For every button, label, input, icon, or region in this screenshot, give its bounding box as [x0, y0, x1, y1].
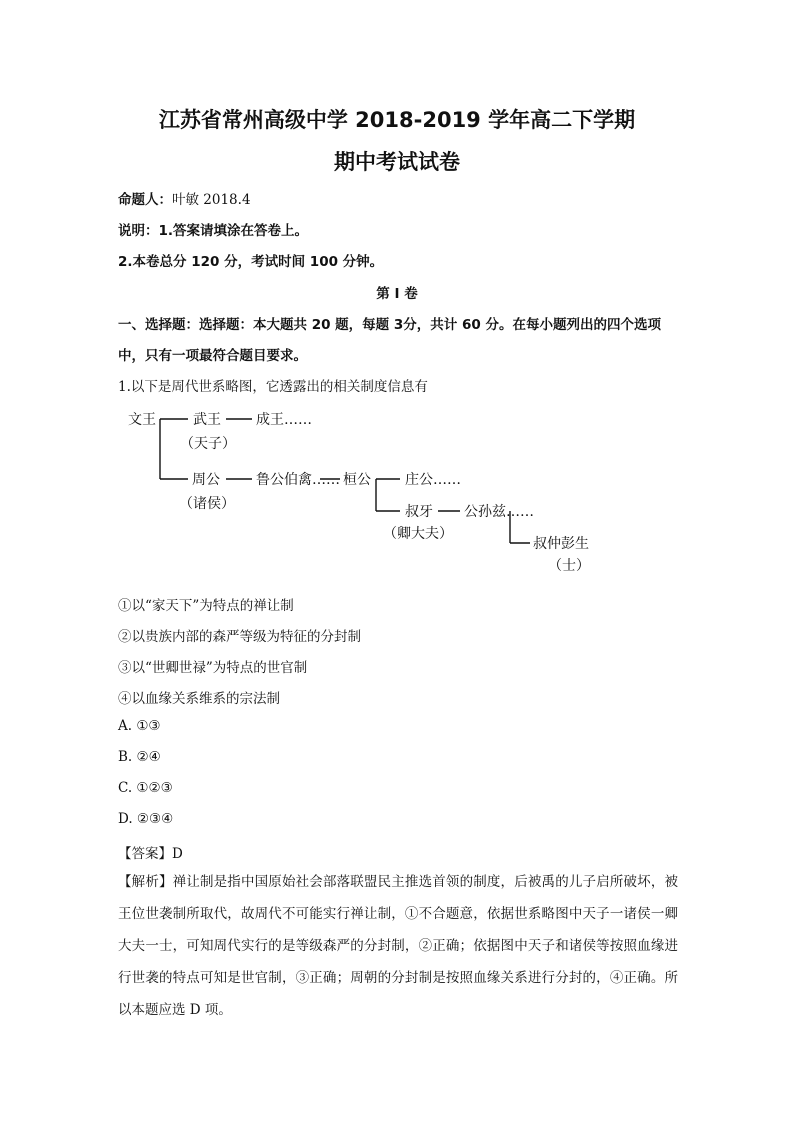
node-luboqin: 鲁公伯禽……: [256, 472, 340, 488]
node-chengwang: 成王……: [256, 412, 312, 428]
exam-title-line2: 期中考试试卷: [334, 150, 460, 174]
note1-value: 1.答案请填涂在答卷上。: [158, 223, 309, 239]
rank-qingdafu: （卿大夫）: [383, 526, 453, 542]
option-a: A. ①③: [118, 718, 161, 734]
answer-value: D: [172, 846, 183, 862]
answer-line: [118, 842, 183, 862]
analysis-label: 【解析】: [118, 874, 173, 890]
statement-4: ④以血缘关系维系的宗法制: [118, 691, 280, 707]
rank-shi: （士）: [548, 558, 590, 574]
note-line-1: [118, 219, 308, 239]
node-wuwang: 武王: [193, 412, 221, 428]
statement-1: ①以“家天下”为特点的禅让制: [118, 598, 294, 614]
option-b: B. ②④: [118, 749, 161, 765]
rank-zhuhou: （诸侯）: [179, 496, 235, 512]
option-c: C. ①②③: [118, 780, 173, 796]
node-shuya: 叔牙: [405, 504, 433, 520]
node-huangong: 桓公: [343, 472, 371, 488]
author-value: 叶敏 2018.4: [172, 192, 251, 208]
node-shuzhong: 叔仲彭生: [533, 536, 589, 552]
node-zhougong: 周公: [192, 472, 220, 488]
answer-label: 【答案】: [118, 846, 172, 862]
author-line: [118, 188, 251, 208]
note-line-2: 2.本卷总分 120 分，考试时间 100 分钟。: [118, 254, 384, 270]
analysis-paragraph: [118, 866, 678, 1026]
node-gongsunzi: 公孙兹……: [464, 504, 534, 520]
section-instruction-1: 一、选择题：选择题：本大题共 20 题，每题 3分，共计 60 分。在每小题列出的四个选项: [118, 317, 661, 333]
volume-heading: 第 Ⅰ 卷: [376, 286, 418, 302]
section-instruction-2: 中，只有一项最符合题目要求。: [118, 348, 307, 364]
author-label: 命题人：: [118, 192, 172, 208]
statement-3: ③以“世卿世禄”为特点的世官制: [118, 660, 308, 676]
statement-2: ②以贵族内部的森严等级为特征的分封制: [118, 629, 361, 645]
node-wenwang: 文王: [128, 412, 156, 428]
note1-label: 说明：: [118, 223, 159, 239]
lineage-diagram: [0, 395, 794, 585]
option-d: D. ②③④: [118, 811, 174, 827]
exam-title-line1: 江苏省常州高级中学 2018-2019 学年高二下学期: [158, 108, 636, 132]
node-zhuanggong: 庄公……: [405, 472, 461, 488]
question-stem: 1.以下是周代世系略图，它透露出的相关制度信息有: [118, 379, 428, 395]
rank-tianzi: （天子）: [180, 436, 236, 452]
analysis-text: 禅让制是指中国原始社会部落联盟民主推选首领的制度，后被禹的儿子启所破坏，被王位世袭制所取代，故周代不可能实行禅让制，①不合题意，依据世系略图中天子一诸侯一卿大夫一士，可知周代实行的是等级森严的分封制，②正确；依据图中天子和诸侯等按照血缘进行世袭的特点可知是世官制，③正确；周朝的分封制是按照血缘关系进行分封的，④正确。所以本题应选 D 项。: [118, 874, 679, 1018]
